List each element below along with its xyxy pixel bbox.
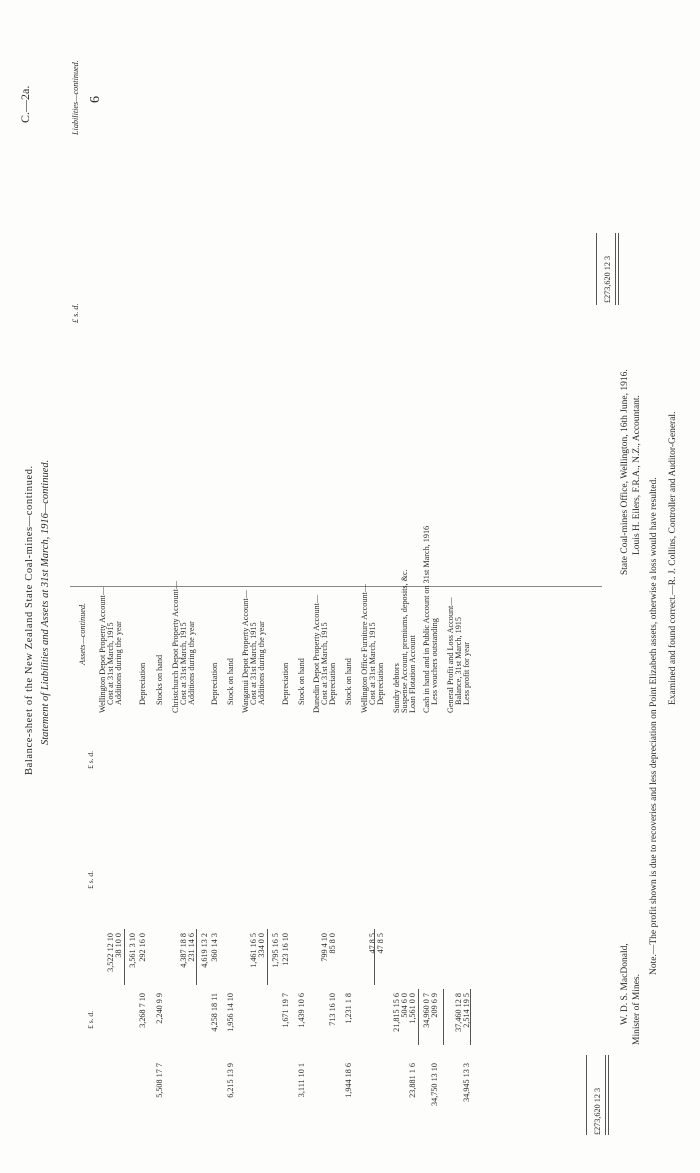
assets-total-rule bbox=[586, 1055, 587, 1135]
amount-col-1: 85 8 0 bbox=[328, 933, 337, 954]
row-label: Cost at 31st March, 1915 bbox=[106, 622, 115, 705]
amount-col-3: 1,944 18 6 bbox=[344, 1063, 353, 1098]
document-title: Balance-sheet of the New Zealand State Coal-mines—continued. bbox=[24, 465, 35, 775]
document-reference: C.—2a. bbox=[18, 85, 32, 123]
subtotal-rule bbox=[418, 989, 419, 1045]
row-label: Stock on hand bbox=[297, 658, 306, 705]
row-label: Christchurch Depot Property Account— bbox=[171, 580, 180, 713]
amount-col-1: 38 10 0 bbox=[114, 933, 123, 958]
row-label: Balance, 31st March, 1915 bbox=[454, 617, 463, 705]
amount-col-1: 360 14 3 bbox=[210, 933, 219, 962]
amount-col-2: 1,231 1 8 bbox=[344, 993, 353, 1024]
amount-col-2: 504 6 0 bbox=[400, 993, 409, 1018]
amount-col-1: 47 8 5 bbox=[376, 933, 385, 954]
amount-col-2: 1,956 14 10 bbox=[226, 993, 235, 1032]
assets-total-double-rule bbox=[605, 1055, 609, 1135]
subtotal-rule bbox=[267, 929, 268, 985]
subtotal-rule bbox=[374, 929, 375, 985]
amount-col-2: 1,439 10 6 bbox=[297, 993, 306, 1028]
rotated-balance-sheet bbox=[8, 10, 694, 1165]
liabilities-total-double-rule bbox=[615, 233, 619, 305]
amount-col-1: 4,619 13 2 bbox=[200, 933, 209, 968]
minister-title: Minister of Mines. bbox=[632, 974, 642, 1045]
row-label: Additions during the year bbox=[187, 621, 196, 705]
row-label: Depreciation bbox=[210, 662, 219, 705]
row-label: Wellington Depot Property Account— bbox=[98, 587, 107, 713]
row-label: Stock on hand bbox=[344, 658, 353, 705]
page-number: 6 bbox=[88, 96, 103, 103]
minister-name: W. D. S. MacDonald, bbox=[620, 943, 630, 1025]
amount-col-1: 1,795 16 5 bbox=[271, 933, 280, 968]
row-label: Depreciation bbox=[328, 662, 337, 705]
row-label: Stocks on hand bbox=[155, 654, 164, 705]
assets-total: £273,620 12 3 bbox=[593, 1087, 602, 1135]
amount-col-1: 3,561 3 10 bbox=[128, 933, 137, 968]
amount-col-1: 231 14 6 bbox=[187, 933, 196, 962]
row-label: Sundry debtors bbox=[392, 663, 401, 713]
column-divider bbox=[70, 586, 602, 587]
row-label: Cash in hand and in Public Account on 31st March, 1916 bbox=[422, 525, 431, 713]
amount-col-1: 3,522 12 10 bbox=[106, 933, 115, 972]
amount-col-1: 292 16 0 bbox=[138, 933, 147, 962]
subtotal-rule bbox=[124, 929, 125, 985]
subtotal-rule bbox=[470, 989, 471, 1045]
assets-col-header-3: £ s. d. bbox=[86, 1011, 95, 1029]
assets-heading: Assets—continued. bbox=[78, 602, 87, 665]
amount-col-2: 21,815 15 6 bbox=[392, 993, 401, 1032]
row-label: Cost at 31st March, 1915 bbox=[320, 622, 329, 705]
row-label: Less profit for year bbox=[462, 642, 471, 705]
row-label: Cost at 31st March, 1915 bbox=[368, 622, 377, 705]
amount-col-2: 1,671 19 7 bbox=[281, 993, 290, 1028]
amount-col-1: 47 8 5 bbox=[368, 933, 377, 954]
subtotal-rule bbox=[443, 989, 444, 1045]
row-label: Wellington Office Furniture Account— bbox=[360, 583, 369, 713]
auditor-certificate: Examined and found correct.—R. J. Collins, Controller and Auditor-General. bbox=[668, 411, 678, 705]
liabilities-total: £273,620 12 3 bbox=[603, 255, 612, 303]
row-label: General Profit and Loss Account— bbox=[446, 597, 455, 713]
amount-col-3: 5,508 17 7 bbox=[155, 1063, 164, 1098]
amount-col-1: 123 16 10 bbox=[281, 933, 290, 966]
liabilities-heading: Liabilities—continued. bbox=[71, 60, 80, 135]
amount-col-2: 2,240 9 9 bbox=[155, 993, 164, 1024]
assets-col-header-2: £ s. d. bbox=[86, 871, 95, 889]
accountant-signature: Louis H. Eilers, F.R.A., N.Z., Accountant. bbox=[632, 395, 642, 555]
amount-col-3: 34,750 13 10 bbox=[430, 1063, 439, 1106]
amount-col-3: 3,111 10 1 bbox=[297, 1063, 306, 1098]
row-label: Wanganui Depot Property Account— bbox=[241, 590, 250, 713]
row-label: Dunedin Depot Property Account— bbox=[312, 594, 321, 713]
office-date: State Coal-mines Office, Wellington, 16th June, 1916. bbox=[620, 369, 630, 575]
amount-col-1: 799 4 10 bbox=[320, 933, 329, 962]
subtotal-rule bbox=[196, 929, 197, 985]
row-label: Depreciation bbox=[138, 662, 147, 705]
amount-col-2: 4,258 18 11 bbox=[210, 993, 219, 1032]
amount-col-2: 34,960 0 7 bbox=[422, 993, 431, 1028]
amount-col-2: 3,268 7 10 bbox=[138, 993, 147, 1028]
assets-col-header-1: £ s. d. bbox=[86, 751, 95, 769]
footnote: Note.—The profit shown is due to recoveries and less depreciation on Point Elizabeth assets, otherwise a loss would have resulted. bbox=[649, 477, 659, 975]
amount-col-2: 1,561 0 0 bbox=[408, 993, 417, 1024]
statement-subtitle: Statement of Liabilities and Assets at 31st March, 1916—continued. bbox=[40, 459, 51, 745]
amount-col-1: 334 0 0 bbox=[257, 933, 266, 958]
amount-col-3: 23,881 1 6 bbox=[408, 1063, 417, 1098]
amount-col-2: 37,460 12 8 bbox=[454, 993, 463, 1032]
row-label: Depreciation bbox=[281, 662, 290, 705]
row-label: Cost at 31st March, 1915 bbox=[179, 622, 188, 705]
amount-col-3: 34,945 13 3 bbox=[462, 1063, 471, 1102]
liabilities-col-header: £ s. d. bbox=[71, 303, 80, 323]
row-label: Additions during the year bbox=[114, 621, 123, 705]
amount-col-3: 6,215 13 9 bbox=[226, 1063, 235, 1098]
row-label: Less vouchers outstanding bbox=[430, 618, 439, 705]
row-label: Cost at 31st March, 1915 bbox=[249, 622, 258, 705]
row-label: Additions during the year bbox=[257, 621, 266, 705]
row-label: Suspense Account, premiums, deposits, &c. bbox=[400, 569, 409, 713]
row-label: Stock on hand bbox=[226, 658, 235, 705]
amount-col-1: 4,387 18 8 bbox=[179, 933, 188, 968]
amount-col-1: 1,461 16 5 bbox=[249, 933, 258, 968]
row-label: Loan Flotation Account bbox=[408, 635, 417, 713]
row-label: Depreciation bbox=[376, 662, 385, 705]
liabilities-total-rule bbox=[596, 233, 597, 305]
amount-col-2: 209 6 9 bbox=[430, 993, 439, 1018]
amount-col-2: 2,514 19 5 bbox=[462, 993, 471, 1028]
amount-col-2: 713 16 10 bbox=[328, 993, 337, 1026]
